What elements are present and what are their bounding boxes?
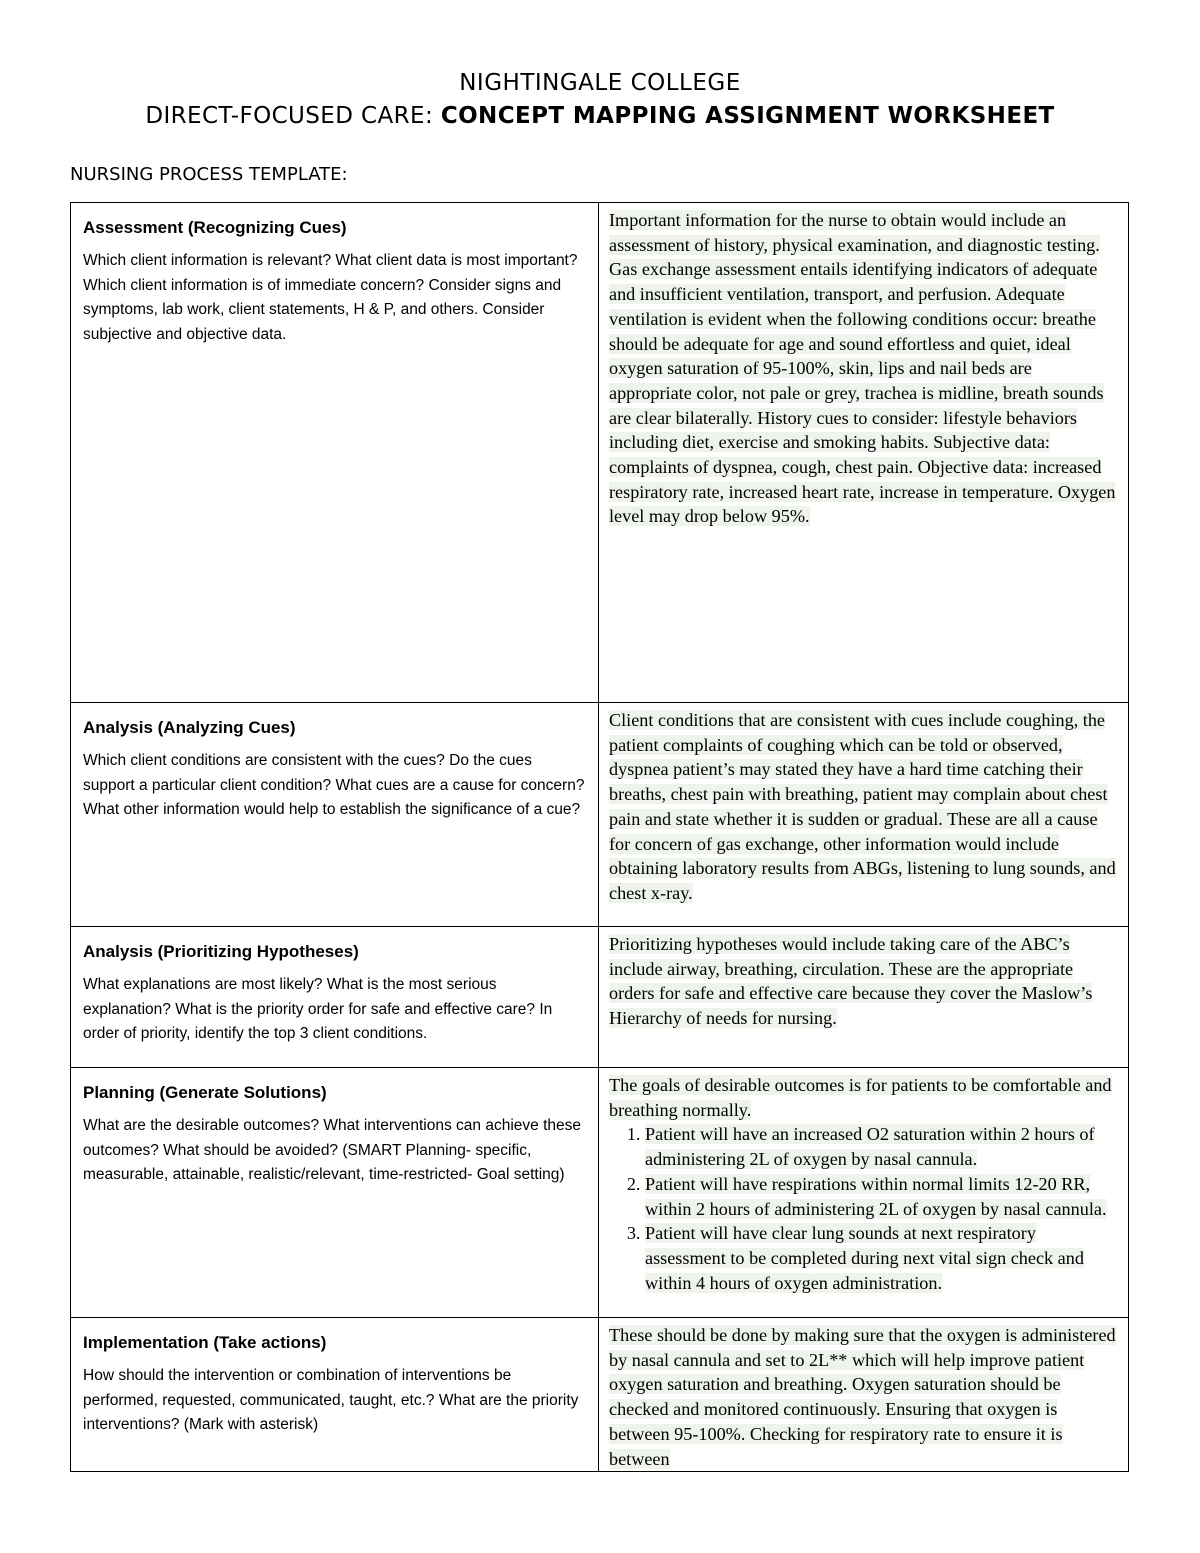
planning-question-cell (71, 1068, 599, 1318)
planning-goals-list (609, 1122, 1118, 1295)
assessment-question: Which client information is relevant? What client data is most important? Which client information is of immediate concern? Consider signs and symptoms, lab work, client statements, H & P, and others. Consider subjective and objective data. (83, 252, 578, 343)
table-row-analyzing-cues (71, 703, 1129, 927)
implementation-question-cell (71, 1318, 599, 1472)
prioritizing-question: What explanations are most likely? What is the most serious explanation? What is the priority order for safe and effective care? In order of priority, identify the top 3 client conditions. (83, 976, 553, 1042)
planning-question: What are the desirable outcomes? What interventions can achieve these outcomes? What should be avoided? (SMART Planning- specific, measurable, attainable, realistic/relevant, time-restricted- Goal setting) (83, 1117, 581, 1183)
assessment-title: Assessment (Recognizing Cues) (83, 218, 347, 237)
implementation-question: How should the intervention or combination of interventions be performed, requested, communicated, taught, etc.? What are the priority interventions? (Mark with asterisk) (83, 1367, 579, 1433)
assessment-question-cell (71, 203, 599, 703)
planning-answer-intro: The goals of desirable outcomes is for patients to be comfortable and breathing normally. (609, 1075, 1112, 1120)
implementation-answer-cell[interactable] (599, 1318, 1129, 1472)
prioritizing-answer-cell[interactable] (599, 927, 1129, 1068)
assessment-answer: Important information for the nurse to obtain would include an assessment of history, physical examination, and diagnostic testing. Gas exchange assessment entails identifying indicators of adequate and insufficient ventilation, transport, and perfusion. Adequate ventilation is evident when the following conditions occur: breathe should be adequate for age and sound effortless and quiet, ideal oxygen saturation of 95-100%, skin, lips and nail beds are appropriate color, not pale or grey, trachea is midline, breath sounds are clear bilaterally. History cues to consider: lifestyle behaviors including diet, exercise and smoking habits. Subjective data: complaints of dyspnea, cough, chest pain. Objective data: increased respiratory rate, increased heart rate, increase in temperature. Oxygen level may drop below 95%. (609, 210, 1116, 527)
prioritizing-answer: Prioritizing hypotheses would include taking care of the ABC’s include airway, breathing, circulation. These are the appropriate orders for safe and effective care because they cover the Maslow’s Hierarchy of needs for nursing. (609, 934, 1093, 1029)
analyzing-title: Analysis (Analyzing Cues) (83, 718, 296, 737)
prioritizing-title: Analysis (Prioritizing Hypotheses) (83, 942, 359, 961)
implementation-title: Implementation (Take actions) (83, 1333, 327, 1352)
worksheet-title-bold: CONCEPT MAPPING ASSIGNMENT WORKSHEET (440, 103, 1055, 129)
nursing-process-table (70, 202, 1129, 1472)
analyzing-answer: Client conditions that are consistent with cues include coughing, the patient complaints of coughing which can be told or observed, dyspnea patient’s may stated they have a hard time catching their breaths, chest pain with breathing, patient may complain about chest pain and state whether it is sudden or gradual. These are all a cause for concern of gas exchange, other information would include obtaining laboratory results from ABGs, listening to lung sounds, and chest x-ray. (609, 710, 1116, 903)
implementation-answer: These should be done by making sure that the oxygen is administered by nasal cannula and set to 2L** which will help improve patient oxygen saturation and breathing. Oxygen saturation should be checked and monitored continuously. Ensuring that oxygen is between 95-100%. Checking for respiratory rate to ensure it is between (609, 1325, 1116, 1469)
worksheet-title (0, 103, 1200, 129)
table-row-assessment (71, 203, 1129, 703)
table-row-implementation (71, 1318, 1129, 1472)
worksheet-title-prefix: DIRECT-FOCUSED CARE: (145, 103, 441, 129)
template-label: NURSING PROCESS TEMPLATE: (70, 164, 348, 185)
goal-item (645, 1172, 1118, 1221)
goal-text: Patient will have an increased O2 saturation within 2 hours of administering 2L of oxygen by nasal cannula. (645, 1124, 1095, 1170)
analyzing-question: Which client conditions are consistent with the cues? Do the cues support a particular client condition? What cues are a cause for concern? What other information would help to establish the significance of a cue? (83, 752, 585, 818)
table-row-prioritizing (71, 927, 1129, 1068)
goal-item (645, 1221, 1118, 1295)
analyzing-question-cell (71, 703, 599, 927)
table-row-planning (71, 1068, 1129, 1318)
prioritizing-question-cell (71, 927, 599, 1068)
planning-title: Planning (Generate Solutions) (83, 1083, 327, 1102)
college-name: NIGHTINGALE COLLEGE (459, 70, 741, 96)
assessment-answer-cell[interactable] (599, 203, 1129, 703)
analyzing-answer-cell[interactable] (599, 703, 1129, 927)
planning-answer-cell[interactable] (599, 1068, 1129, 1318)
goal-text: Patient will have respirations within normal limits 12-20 RR, within 2 hours of administering 2L of oxygen by nasal cannula. (645, 1173, 1107, 1219)
goal-item (645, 1122, 1118, 1171)
goal-text: Patient will have clear lung sounds at next respiratory assessment to be completed during next vital sign check and within 4 hours of oxygen administration. (645, 1223, 1084, 1293)
